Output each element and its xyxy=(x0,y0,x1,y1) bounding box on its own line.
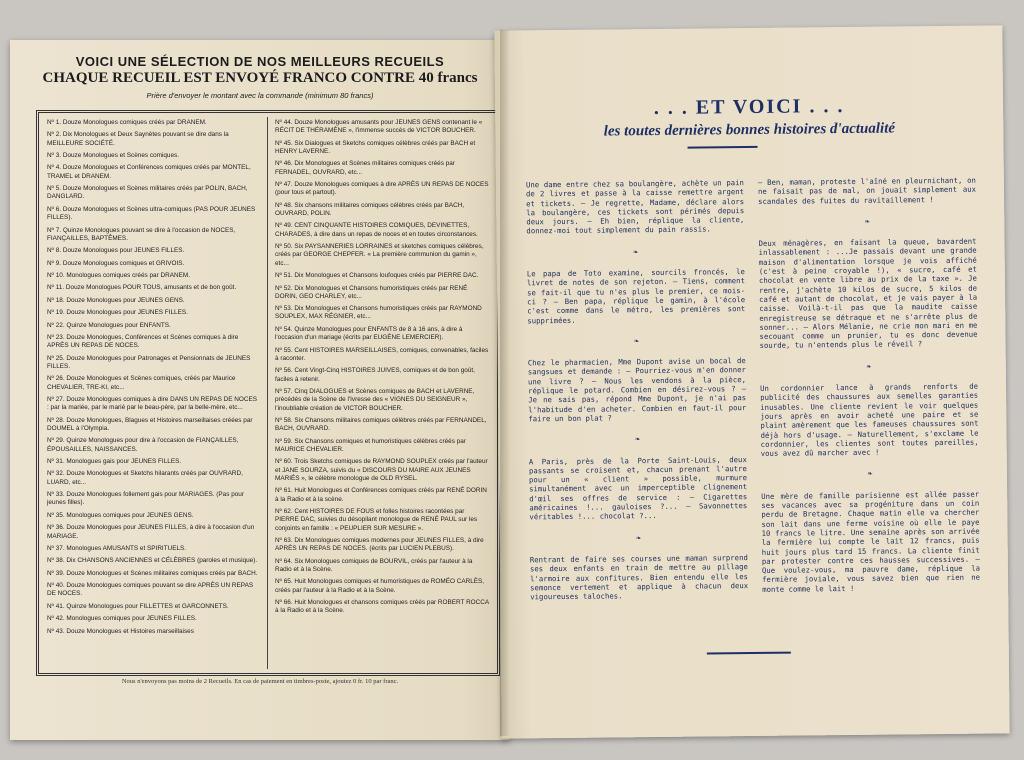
catalogue-entry: Nº 55. Cent HISTOIRES MARSEILLAISES, comiques, convenables, faciles à raconter. xyxy=(275,346,489,362)
catalogue-entry: Nº 36. Douze Monologues pour JEUNES FILLES, à dire à l'occasion d'un MARIAGE. xyxy=(47,524,255,540)
catalogue-entry: Nº 32. Douze Monologues et Sketchs hilarants créés par OUVRARD, LUARD, etc... xyxy=(47,470,243,486)
catalogue-entry: Nº 46. Dix Monologues et Scènes militaires comiques créés par FERNADEL, OUVRARD, etc... xyxy=(275,160,455,176)
stories-column-1 xyxy=(526,178,749,628)
catalogue-entry: Nº 28. Douze Monologues, Blagues et Histoires marseillaises créées par DOUMEL à l'Olympia. xyxy=(47,416,253,432)
catalogue-entry: Nº 19. Douze Monologues pour JEUNES FILLES. xyxy=(47,309,188,317)
story-ornament: ❧ xyxy=(635,434,641,444)
story-paragraph: Le papa de Toto examine, sourcils froncés, le livret de notes de son rejeton. — Tiens, comment se fait-il que tu n'es plus le premier, ce mois-ci ? — Ben papa, réplique le gamin, à l'école c'est comme dans le métro, les premières sont supprimées. xyxy=(526,267,746,325)
page-subtitle: les toutes dernières bonnes histoires d'actualité xyxy=(603,120,896,140)
story-paragraph: Chez le pharmacien, Mme Dupont avise un bocal de sangsues et demande : — Pourriez-vous m'en donner une livre ? — Nous les vendons à la pièce, réplique le potard. Combien en désirez-vous ? — Je ne sais pas, répond Mme Dupont, je n'ai pas l'habitude d'en acheter. Combien en faut-il pour faire un bon plat ? xyxy=(527,356,747,424)
catalogue-entry: Nº 18. Douze Monologues pour JEUNES GENS. xyxy=(47,296,185,304)
catalogue-entry: Nº 60. Trois Sketchs comiques de RAYMOND SOUPLEX créés par l'auteur et JANE SOURZA, suivis du « DISCOURS DU MAIRE AUX JEUNES MARIÉS », le célèbre monologue de OLD RYSEL. xyxy=(275,458,488,482)
catalogue-header: VOICI UNE SÉLECTION DE NOS MEILLEURS RECUEILS xyxy=(75,54,445,69)
catalogue-frame xyxy=(36,110,500,676)
catalogue-entry: Nº 7. Quinze Monologues pouvant se dire à l'occasion de NOCES, FIANÇAILLES, BAPTÊMES. xyxy=(47,226,236,242)
title-rule xyxy=(688,146,758,149)
catalogue-entry: Nº 33. Douze Monologues follement gais pour MARIAGES. (Pas pour jeunes filles). xyxy=(47,491,244,507)
catalogue-entry: Nº 1. Douze Monologues comiques créés par DRANEM. xyxy=(47,119,207,126)
catalogue-entry: Nº 5. Douze Monologues et Scènes militaires créés par POLIN, BACH, DANGLARD. xyxy=(47,185,248,201)
catalogue-entry: Nº 59. Six Chansons comiques et humoristiques célèbres créés par MAURICE CHEVALIER. xyxy=(275,437,466,453)
catalogue-entry: Nº 53. Dix Monologues et Chansons humoristiques créés par RAYMOND SOUPLEX, MAX RÉGNIER, etc... xyxy=(275,305,482,321)
page-title: . . . ET VOICI . . . xyxy=(653,95,845,120)
catalogue-entry: Nº 38. Dix CHANSONS ANCIENNES et CÉLÈBRES (paroles et musique). xyxy=(47,557,258,565)
catalogue-entry: Nº 29. Quinze Monologues pour dire à l'occasion de FIANÇAILLES, ÉPOUSAILLES, NAISSANCES. xyxy=(47,437,239,453)
story-paragraph: A Paris, près de la Porte Saint-Louis, deux passants se croisent et, chacun prenant l'autre pour un « client » possible, murmure simultanément avec un imperceptible clignement d'œil ses offres de service : — Cigarettes américaines !... gauloises ?... — Savonnettes véritables !... chocolat ?... xyxy=(528,454,748,522)
stories-column-2 xyxy=(758,176,981,620)
column-divider xyxy=(267,117,268,669)
catalogue-entry: Nº 8. Douze Monologues pour JEUNES FILLES. xyxy=(47,247,185,255)
catalogue-entry: Nº 56. Cent Vingt-Cinq HISTOIRES JUIVES, comiques et de bon goût, faciles à retenir. xyxy=(275,367,475,383)
catalogue-entry: Nº 11. Douze Monologues POUR TOUS, amusants et de bon goût. xyxy=(47,284,237,292)
catalogue-entry: Nº 35. Monologues comiques pour JEUNES GENS. xyxy=(47,511,194,519)
bottom-rule xyxy=(707,652,791,655)
right-page xyxy=(494,25,1009,738)
catalogue-entry: Nº 45. Six Dialogues et Sketchs comiques célèbres créés par BACH et HENRY LAVERNE. xyxy=(275,139,476,155)
catalogue-entry: Nº 2. Dix Monologues et Deux Saynètes pouvant se dire dans la MEILLEURE SOCIÉTÉ. xyxy=(47,131,229,147)
catalogue-entry: Nº 39. Douze Monologues et Scènes militaires comiques créés par BACH. xyxy=(47,569,258,577)
catalogue-entry: Nº 54. Quinze Monologues pour ENFANTS de 8 à 16 ans, à dire à l'occasion d'un mariage (écrits par EUGÈNE LEMERCIER). xyxy=(275,325,463,342)
story-ornament: ❧ xyxy=(633,246,639,257)
story-ornament: ❧ xyxy=(867,469,873,479)
catalogue-entry: Nº 27. Douze Monologues comiques à dire DANS UN REPAS DE NOCES : par la mariée, par le marié par le beau-père, par la belle-mère, etc... xyxy=(47,396,257,412)
catalogue-entry: Nº 26. Douze Monologues et Scènes comiques, créés par Maurice CHEVALIER, TRE-KI, etc... xyxy=(47,375,236,391)
catalogue-entry: Nº 64. Six Monologues comiques de BOURVIL, créés par l'auteur à la Radio et à la Scène. xyxy=(275,557,473,573)
catalogue-entry: Nº 41. Quinze Monologues pour FILLETTES et GARCONNETS. xyxy=(47,602,229,610)
catalogue-entry: Nº 48. Six chansons militaires comiques célèbres créés par BACH, OUVRARD, POLIN. xyxy=(275,201,465,218)
story-ornament: ❧ xyxy=(864,216,870,226)
catalogue-entry: Nº 61. Huit Monologues et Conférences comiques créés par RENÉ DORIN à la Radio et à la scène. xyxy=(275,487,487,503)
catalogue-entry: Nº 9. Douze Monologues comiques et GRIVOIS. xyxy=(47,259,185,267)
price-header: CHAQUE RECUEIL EST ENVOYÉ FRANCO CONTRE 40 francs xyxy=(42,70,478,86)
story-paragraph: Une mère de famille parisienne est allée passer ses vacances avec sa progéniture dans un coin perdu de Bretagne. Chaque matin elle va chercher son lait dans une ferme voisine où elle le paye 10 francs le litre. Une semaine après son arrivée la fermière lui compte le lait 12 francs, puis huit jours plus tard 15 francs. La cliente finit par protester contre ces hausses successives. — Que voulez-vous, ma pauvre dame, réplique la fermière joviale, vous savez bien que rien ne monte comme le lait ! xyxy=(761,489,981,594)
catalogue-entry: Nº 37. Monologues AMUSANTS et SPIRITUELS. xyxy=(47,544,187,552)
catalogue-entry: Nº 3. Douze Monologues et Scènes comiques. xyxy=(47,152,179,160)
catalogue-entry: Nº 40. Douze Monologues comiques pouvant se dire APRÈS UN REPAS DE NOCES. xyxy=(47,582,254,598)
catalogue-column-2 xyxy=(275,119,489,620)
catalogue-entry: Nº 52. Dix Monologues et Chansons humoristiques créés par RENÉ DORIN, GEO CHARLEY, etc... xyxy=(275,284,468,300)
catalogue-entry: Nº 31. Monologues gais pour JEUNES FILLES. xyxy=(47,458,182,466)
catalogue-entry: Nº 4. Douze Monologues et Conférences comiques créés par MONTEL, TRAMEL et DRANEM. xyxy=(47,164,251,180)
catalogue-entry: Nº 63. Dix Monologues comiques modernes pour JEUNES FILLES, à dire APRÈS UN REPAS DE NOCES. (écrits par LUCIEN PLEBUS). xyxy=(275,536,484,553)
catalogue-entry: Nº 22. Quinze Monologues pour ENFANTS. xyxy=(47,321,171,329)
story-ornament: ❧ xyxy=(866,361,872,371)
catalogue-entry: Nº 47. Douze Monologues comiques à dire APRÈS UN REPAS DE NOCES (pour tous et partout). xyxy=(275,181,489,197)
story-paragraph: Deux ménagères, en faisant la queue, bavardent inlassablement : ...Je passais devant une grande maison d'alimentation lorsque je vois affiché (c'est à peine croyable !), « sucre, café et chocolat en vente libre au prix de la taxe ». Je rentre, j'achète 10 kilos de sucre, 5 kilos de café et autant de chocolat, et je vais payer à la caisse. Voilà-t-il pas que la maudite caisse enregistreuse se détraque et ne s'arrête plus de sonner... — Alors Mélanie, ne crie mon mari en me secouant comme un prunier, tu es donc devenue sourde, tu n'entends plus le réveil ? xyxy=(758,236,978,351)
story-ornament: ❧ xyxy=(634,336,640,346)
catalogue-entry: Nº 44. Douze Monologues amusants pour JEUNES GENS contenant le « RÉCIT DE THÉRAMÈNE », l'immense succès de VICTOR BOUCHER. xyxy=(275,119,483,135)
catalogue-entry: Nº 50. Six PAYSANNERIES LORRAINES et sketches comiques célèbres, créés par GEORGE CHEPFER. « La première communion du gamin », etc... xyxy=(275,243,484,267)
catalogue-footer: Nous n'envoyons pas moins de 2 Recueils. En cas de paiement en timbres-poste, ajoutez 0 fr. 10 par franc. xyxy=(121,678,399,685)
catalogue-entry: Nº 51. Dix Monologues et Chansons loufoques créés par PIERRE DAC. xyxy=(275,272,479,280)
book-spine-shadow xyxy=(500,30,510,736)
catalogue-column-1 xyxy=(47,119,259,640)
catalogue-entry: Nº 57. Cinq DIALOGUES et Scènes comiques de BACH et LAVERNE, précédés de la Scène de l'Ivresse des « VIGNES DU SEIGNEUR », l'inoubliable création de VICTOR BOUCHER. xyxy=(275,387,475,412)
catalogue-entry: Nº 58. Six Chansons militaires comiques célèbres créés par FERNANDEL, BACH, OUVRARD. xyxy=(275,416,487,433)
story-paragraph: — Ben, maman, proteste l'aîné en pleurnichant, on ne faisait pas de mal, on jouait simplement aux scandales des fuites du ravitaillement ! xyxy=(757,175,977,206)
catalogue-entry: Nº 43. Douze Monologues et Histoires marseillaises xyxy=(47,627,194,635)
story-ornament: ❧ xyxy=(636,532,642,542)
story-paragraph: Une dame entre chez sa boulangère, achète un pain de 2 livres et passe à la caisse remettre argent et tickets. — Je regrette, Madame, déclare alors la boulangère, ces tickets sont périmés depuis deux jours. — Eh bien, réplique la cliente, donnez-moi tout simplement du pain rassis. xyxy=(525,178,745,236)
catalogue-entry: Nº 23. Douze Monologues, Conférences et Scènes comiques à dire APRÈS UN REPAS DE NOCES. xyxy=(47,333,239,350)
catalogue-entry: Nº 49. CENT CINQUANTE HISTOIRES COMIQUES, DEVINETTES, CHARADES, à dire dans un repas de noces et en toutes circonstances. xyxy=(275,222,478,238)
left-page xyxy=(10,40,510,740)
catalogue-entry: Nº 42. Monologues comiques pour JEUNES FILLES. xyxy=(47,615,197,623)
story-paragraph: Rentrant de faire ses courses une maman surprend ses deux enfants en train de mettre au pillage l'armoire aux confitures. Bien entendu elle les semonce vertement et applique à chacun deux vigoureuses taloches. xyxy=(529,552,749,602)
catalogue-entry: Nº 25. Douze Monologues pour Patronages et Pensionnats de JEUNES FILLES. xyxy=(47,354,251,370)
catalogue-entry: Nº 6. Douze Monologues et Scènes ultra-comiques (PAS POUR JEUNES FILLES). xyxy=(47,205,256,222)
catalogue-entry: Nº 10. Monologues comiques créés par DRANEM. xyxy=(47,272,190,279)
order-note: Prière d'envoyer le montant avec la commande (minimum 80 francs) xyxy=(146,91,374,100)
catalogue-entry: Nº 66. Huit Monologues et chansons comiques créés par ROBERT ROCCA à la Radio et à la Scène. xyxy=(275,599,489,615)
story-paragraph: Un cordonnier lance à grands renforts de publicité des chaussures aux semelles garanties inusables. Une cliente revient le voir quelques jours après en avoir acheté une paire et se plaint amèrement que les fameuses chaussures sont déjà hors d'usage. — Naturellement, s'exclame le cordonnier, les clientes sont toutes pareilles, vous avez dû marcher avec ! xyxy=(760,381,979,459)
catalogue-entry: Nº 62. Cent HISTOIRES DE FOUS et folles histoires racontées par PIERRE DAC, suivies du désopilant monologue de RENÉ PAUL sur les conjoints en famille : « PEUPLIER SUR MESURE ». xyxy=(275,507,478,532)
catalogue-entry: Nº 65. Huit Monologues comiques et humoristiques de ROMÉO CARLÈS, créés par l'auteur à la Radio et à la Scène. xyxy=(275,578,485,594)
